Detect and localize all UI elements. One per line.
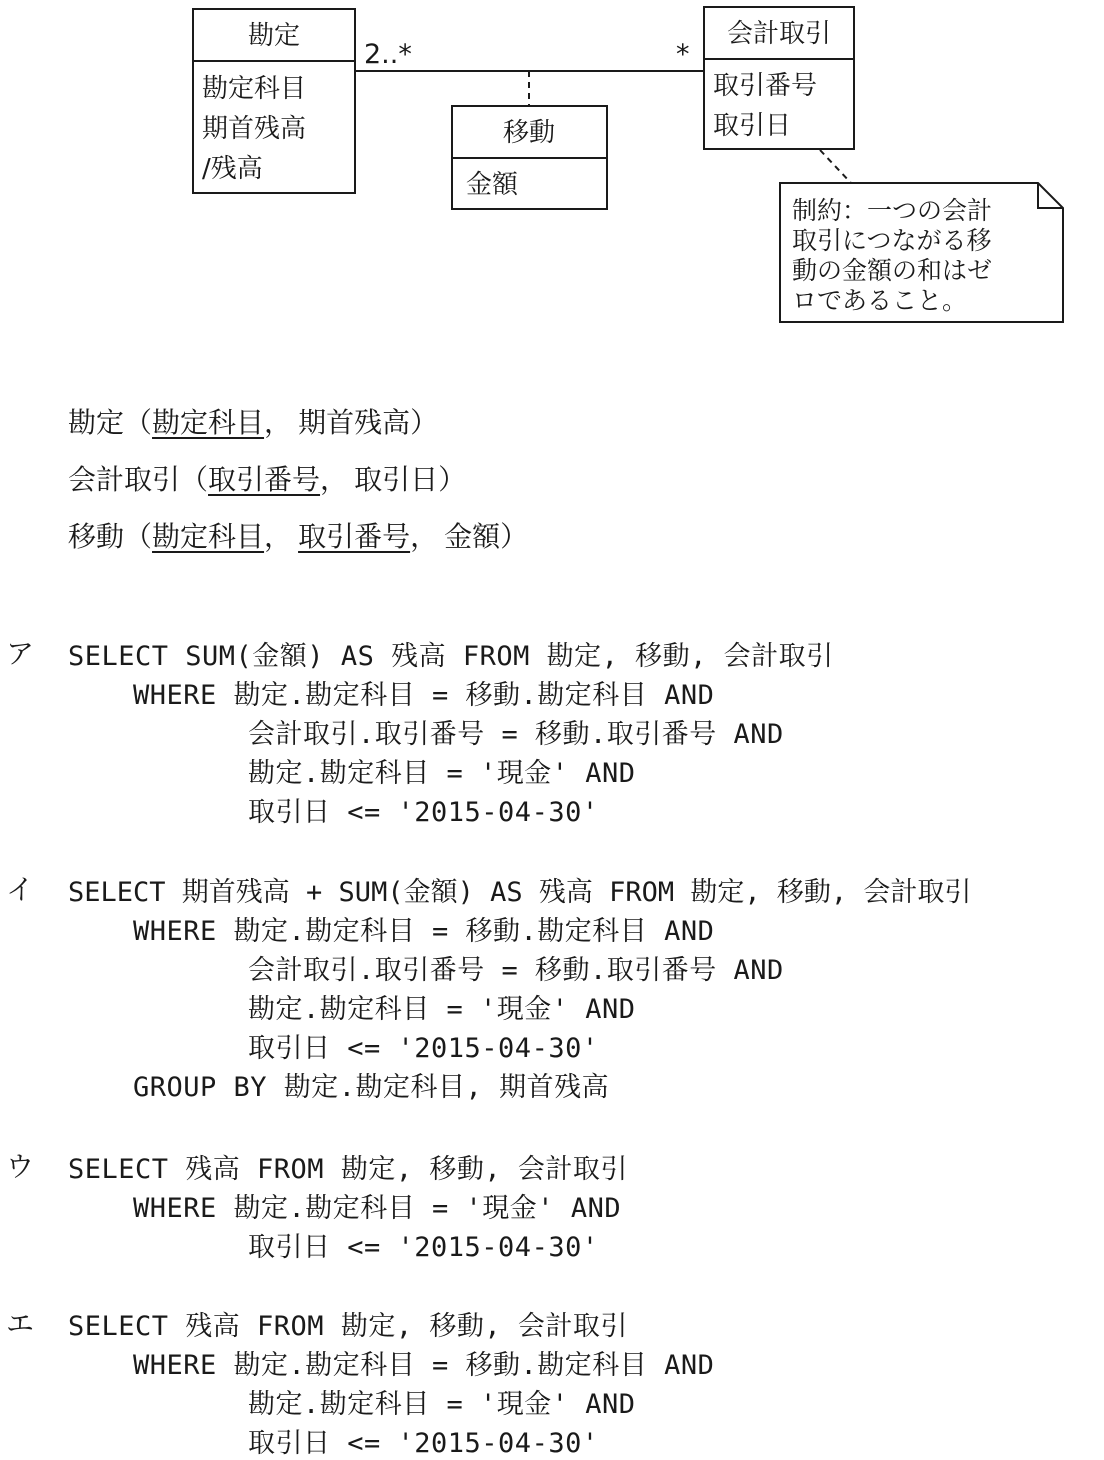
paren-close: ）: [500, 520, 529, 553]
sql-line: 取引日 <= '2015-04-30': [248, 1033, 599, 1064]
schema-row-torihiki: [68, 462, 466, 498]
sql-line: 勘定.勘定科目 = '現金' AND: [248, 758, 636, 789]
primary-key-column: 勘定科目: [152, 520, 265, 553]
primary-key-column: 勘定科目: [152, 406, 265, 439]
class-torihiki-attr: 取引日: [713, 111, 792, 141]
sql-line: WHERE 勘定.勘定科目 = 移動.勘定科目 AND: [133, 680, 715, 711]
class-ido-attr: 金額: [466, 170, 519, 200]
sql-line: 取引日 <= '2015-04-30': [248, 1428, 599, 1459]
note-connector: [820, 150, 851, 183]
class-ido-title: 移動: [502, 118, 556, 148]
separator: ，: [320, 463, 349, 496]
sql-line: 会計取引.取引番号 = 移動.取引番号 AND: [248, 955, 784, 986]
sql-line: GROUP BY 勘定.勘定科目, 期首残高: [133, 1072, 610, 1103]
schema-table-name: 移動: [68, 520, 125, 553]
paren-open: （: [180, 463, 209, 496]
sql-line: SELECT 残高 FROM 勘定, 移動, 会計取引: [68, 1311, 628, 1342]
option-label-i: イ: [6, 873, 35, 906]
class-kanjo-title: 勘定: [247, 21, 301, 51]
note-line: 制約：一つの会計: [792, 196, 993, 225]
note-line: 動の金額の和はゼ: [792, 256, 993, 285]
sql-line: SELECT 期首残高 + SUM(金額) AS 残高 FROM 勘定, 移動, 会計取引: [68, 877, 972, 908]
class-torihiki-attr: 取引番号: [713, 71, 818, 101]
multiplicity-left: 2..*: [364, 39, 412, 70]
constraint-note: [780, 183, 1063, 322]
schema-row-kanjo: [68, 405, 438, 441]
separator: ，: [264, 406, 293, 439]
sql-line: WHERE 勘定.勘定科目 = '現金' AND: [133, 1193, 622, 1224]
primary-key-column: 取引番号: [208, 463, 321, 496]
class-ido: [452, 106, 607, 209]
class-torihiki-title: 会計取引: [726, 19, 832, 49]
schema-row-ido: [68, 519, 528, 555]
note-line: 取引につながる移: [792, 226, 992, 255]
option-label-u: ウ: [6, 1150, 35, 1183]
schema-table-name: 勘定: [68, 406, 125, 439]
class-kanjo-attr: 勘定科目: [202, 74, 307, 104]
separator: ，: [410, 520, 439, 553]
sql-line: 勘定.勘定科目 = '現金' AND: [248, 994, 636, 1025]
paren-close: ）: [410, 406, 439, 439]
separator: ，: [264, 520, 293, 553]
sql-line: SELECT 残高 FROM 勘定, 移動, 会計取引: [68, 1154, 628, 1185]
sql-line: 会計取引.取引番号 = 移動.取引番号 AND: [248, 719, 784, 750]
class-torihiki: [704, 7, 854, 149]
option-label-a: ア: [6, 637, 35, 670]
uml-class-diagram: [0, 0, 1104, 340]
paren-open: （: [124, 406, 153, 439]
note-line: ロであること。: [792, 286, 968, 315]
paren-close: ）: [438, 463, 467, 496]
schema-column: 取引日: [354, 463, 439, 496]
sql-line: WHERE 勘定.勘定科目 = 移動.勘定科目 AND: [133, 1350, 715, 1381]
primary-key-column: 取引番号: [298, 520, 411, 553]
sql-line: SELECT SUM(金額) AS 残高 FROM 勘定, 移動, 会計取引: [68, 641, 834, 672]
paren-open: （: [124, 520, 153, 553]
sql-line: 取引日 <= '2015-04-30': [248, 1232, 599, 1263]
class-kanjo-attr: 期首残高: [202, 114, 307, 144]
class-kanjo-attr: /残高: [202, 154, 263, 184]
schema-table-name: 会計取引: [68, 463, 181, 496]
schema-column: 期首残高: [298, 406, 411, 439]
option-label-e: エ: [6, 1307, 35, 1340]
sql-line: 取引日 <= '2015-04-30': [248, 797, 599, 828]
multiplicity-right: *: [676, 39, 690, 70]
class-kanjo: [193, 9, 355, 193]
schema-column: 金額: [444, 520, 501, 553]
sql-line: WHERE 勘定.勘定科目 = 移動.勘定科目 AND: [133, 916, 715, 947]
sql-line: 勘定.勘定科目 = '現金' AND: [248, 1389, 636, 1420]
